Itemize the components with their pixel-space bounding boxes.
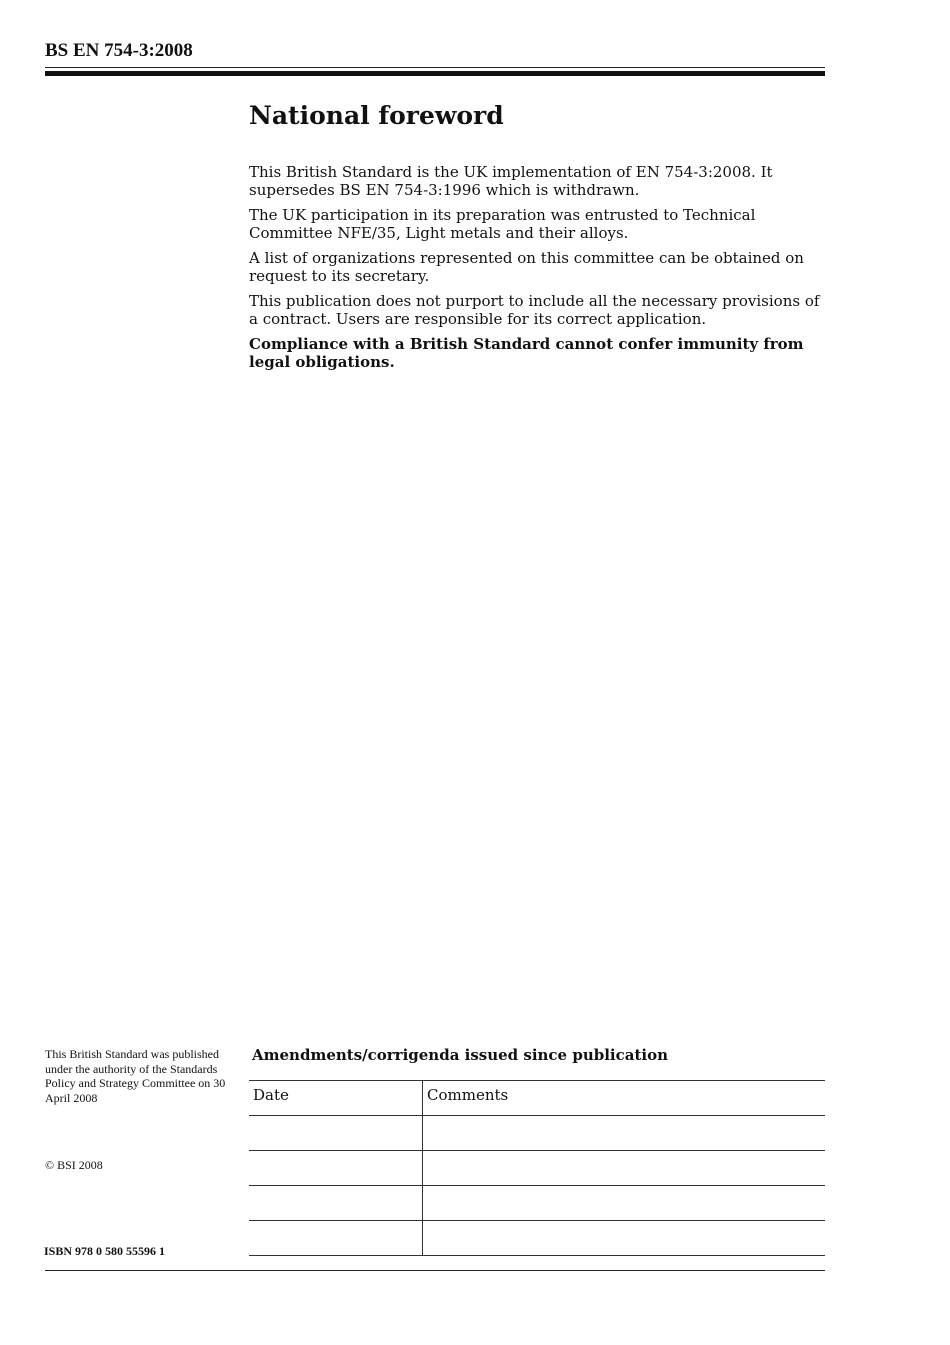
- table-cell-date: [249, 1221, 423, 1256]
- copyright-notice: © BSI 2008: [45, 1158, 103, 1172]
- foreword-paragraph: This British Standard is the UK implementation of EN 754-3:2008. It supersedes BS EN 754-3:1996 which is withdrawn.: [249, 163, 773, 199]
- table-row: [249, 1186, 825, 1221]
- foreword-paragraph: This publication does not purport to include all the necessary provisions of a contract. Users are responsible for its correct application.: [249, 292, 820, 328]
- table-cell-date: [249, 1116, 423, 1151]
- table-cell-comments: [423, 1151, 826, 1186]
- compliance-statement: Compliance with a British Standard cannot confer immunity from legal obligations.: [249, 335, 804, 371]
- table-cell-comments: [423, 1116, 826, 1151]
- publication-note: This British Standard was published under the authority of the Standards Policy and Strategy Committee on 30 April 2008: [45, 1047, 226, 1105]
- table-cell-comments: [423, 1221, 826, 1256]
- foreword-paragraph: A list of organizations represented on this committee can be obtained on request to its secretary.: [249, 249, 804, 285]
- column-header-date: Date: [249, 1081, 423, 1116]
- amendments-heading: Amendments/corrigenda issued since publication: [252, 1046, 668, 1064]
- table-cell-date: [249, 1186, 423, 1221]
- document-id: BS EN 754-3:2008: [45, 40, 193, 61]
- isbn-number: ISBN 978 0 580 55596 1: [44, 1244, 166, 1258]
- table-row: [249, 1151, 825, 1186]
- table-cell-date: [249, 1151, 423, 1186]
- foreword-body: [249, 164, 827, 379]
- table-row: [249, 1221, 825, 1256]
- amendments-table: [249, 1080, 825, 1256]
- header-rule-thin: [45, 67, 825, 68]
- table-header-row: [249, 1081, 825, 1116]
- table-cell-comments: [423, 1186, 826, 1221]
- foreword-paragraph: The UK participation in its preparation was entrusted to Technical Committee NFE/35, Light metals and their alloys.: [249, 206, 756, 242]
- header-rule-thick: [45, 71, 825, 76]
- footer-rule: [45, 1270, 825, 1271]
- page-title: National foreword: [249, 101, 504, 130]
- column-header-comments: Comments: [423, 1081, 826, 1116]
- table-row: [249, 1116, 825, 1151]
